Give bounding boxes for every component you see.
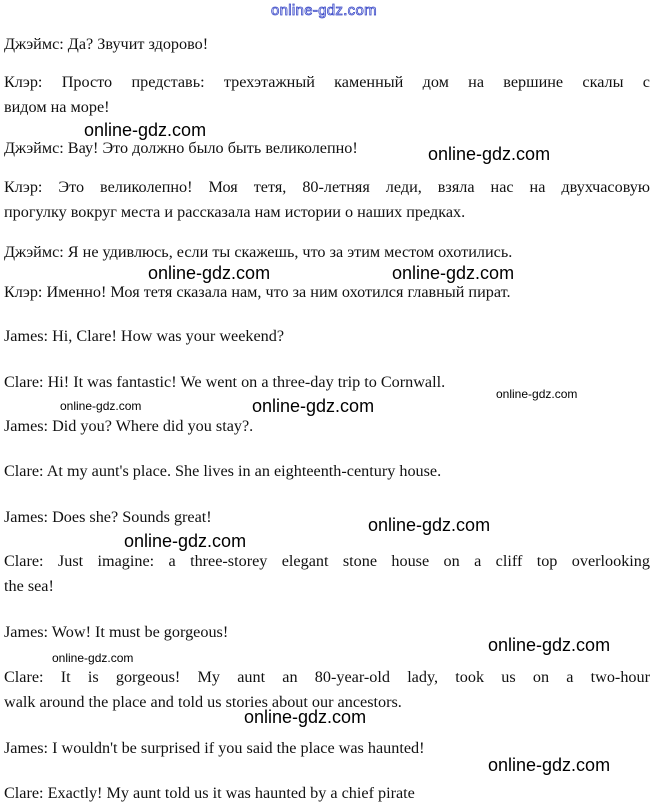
dialogue-line-en: James: Wow! It must be gorgeous! bbox=[4, 623, 229, 641]
dialogue-line-en: the sea! bbox=[4, 577, 54, 595]
dialogue-line-en: Clare: Exactly! My aunt told us it was haunted by a chief pirate bbox=[4, 784, 415, 802]
watermark: online-gdz.com bbox=[52, 651, 134, 665]
dialogue-line-en: James: Did you? Where did you stay?. bbox=[4, 417, 254, 435]
dialogue-line-en: James: Does she? Sounds great! bbox=[4, 508, 212, 526]
dialogue-line-ru: Джэймс: Я не удивлюсь, если ты скажешь, что за этим местом охотились. bbox=[4, 243, 513, 261]
watermark: online-gdz.com bbox=[368, 515, 491, 535]
dialogue-line-en: James: I wouldn't be surprised if you said the place was haunted! bbox=[4, 739, 425, 757]
watermark: online-gdz.com bbox=[84, 120, 207, 140]
watermark: online-gdz.com bbox=[60, 399, 142, 413]
dialogue-line-ru: видом на море! bbox=[4, 98, 110, 116]
watermark-top: online-gdz.com bbox=[271, 2, 377, 19]
dialogue-line-en: Clare: Just imagine: a three-storey elegant stone house on a cliff top overlooking bbox=[4, 552, 650, 570]
watermark: online-gdz.com bbox=[148, 263, 271, 283]
dialogue-line-ru: прогулку вокруг места и рассказала нам истории о наших предках. bbox=[4, 203, 466, 221]
dialogue-line-ru: Клэр: Просто представь: трехэтажный каменный дом на вершине скалы с bbox=[4, 73, 650, 91]
watermark: online-gdz.com bbox=[428, 144, 551, 164]
dialogue-line-ru: Клэр: Именно! Моя тетя сказала нам, что за ним охотился главный пират. bbox=[4, 283, 511, 301]
dialogue-line-ru: Джэймс: Вау! Это должно было быть великолепно! bbox=[4, 139, 358, 157]
dialogue-line-en: Clare: At my aunt's place. She lives in an eighteenth-century house. bbox=[4, 462, 442, 480]
dialogue-line-en: walk around the place and told us stories about our ancestors. bbox=[4, 693, 402, 711]
watermark: online-gdz.com bbox=[124, 531, 247, 551]
watermark: online-gdz.com bbox=[488, 755, 611, 775]
watermark: online-gdz.com bbox=[392, 263, 515, 283]
watermark: online-gdz.com bbox=[244, 707, 367, 727]
dialogue-line-ru: Клэр: Это великолепно! Моя тетя, 80-летняя леди, взяла нас на двухчасовую bbox=[4, 178, 650, 196]
dialogue-line-en: Clare: It is gorgeous! My aunt an 80-year-old lady, took us on a two-hour bbox=[4, 668, 650, 686]
dialogue-line-en: James: Hi, Clare! How was your weekend? bbox=[4, 327, 285, 345]
watermark: online-gdz.com bbox=[496, 387, 578, 401]
dialogue-line-ru: Джэймс: Да? Звучит здорово! bbox=[4, 35, 209, 53]
watermark: online-gdz.com bbox=[488, 635, 611, 655]
dialogue-line-en: Clare: Hi! It was fantastic! We went on a three-day trip to Cornwall. bbox=[4, 373, 446, 391]
watermark: online-gdz.com bbox=[252, 396, 375, 416]
